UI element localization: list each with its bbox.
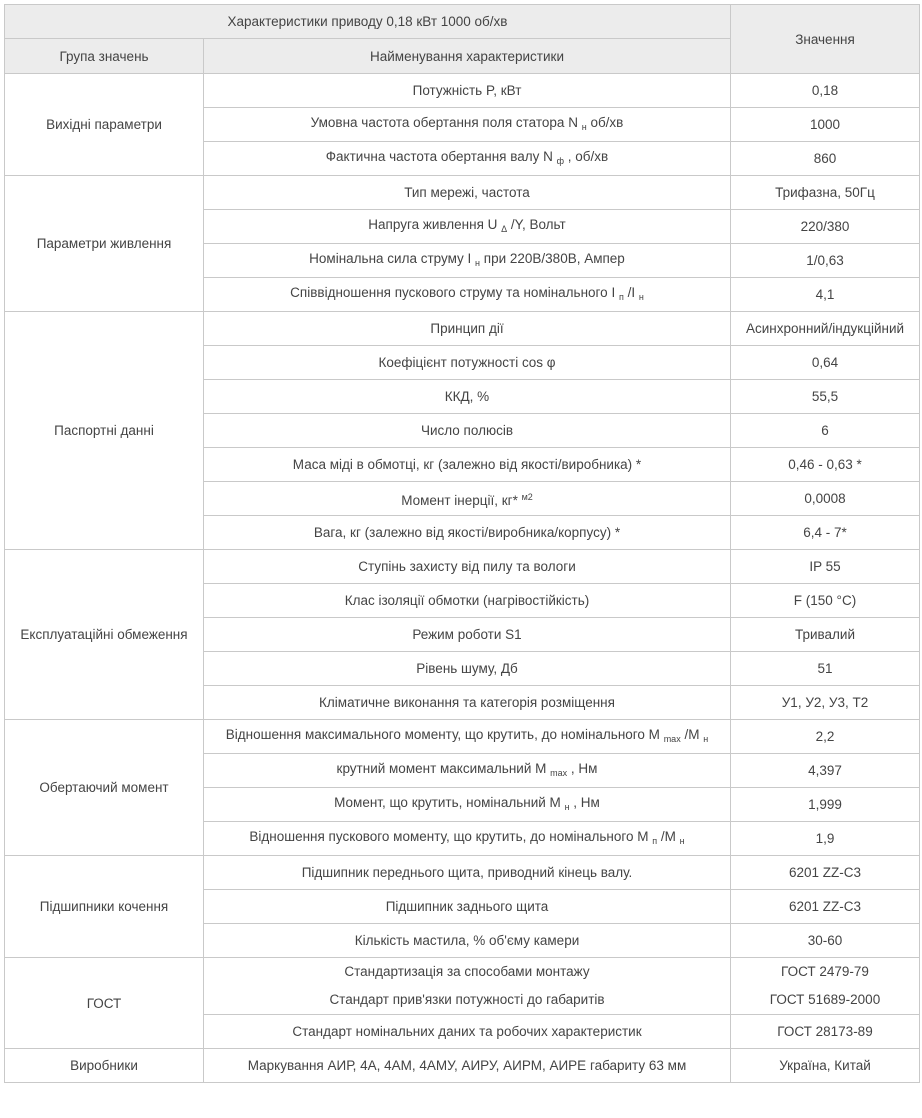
characteristic-value: 30-60 bbox=[731, 924, 920, 958]
characteristic-value: F (150 °C) bbox=[731, 584, 920, 618]
table-row bbox=[5, 550, 920, 584]
characteristic-name bbox=[204, 822, 731, 856]
characteristic-text: Рівень шуму, Дб bbox=[416, 661, 518, 676]
characteristic-name bbox=[204, 550, 731, 584]
characteristic-value: 51 bbox=[731, 652, 920, 686]
superscript: м2 bbox=[521, 491, 533, 502]
characteristic-text-suffix: , об/хв bbox=[564, 148, 609, 164]
table-title: Характеристики приводу 0,18 кВт 1000 об/хв bbox=[5, 5, 731, 39]
characteristic-name bbox=[204, 210, 731, 244]
table-row bbox=[5, 312, 920, 346]
characteristic-value: 860 bbox=[731, 142, 920, 176]
characteristic-value: ГОСТ 28173-89 bbox=[731, 1015, 920, 1049]
characteristic-text: Фактична частота обертання валу N bbox=[325, 148, 557, 164]
characteristic-text: Співвідношення пускового струму та номінального I bbox=[290, 284, 619, 300]
characteristic-name bbox=[204, 720, 731, 754]
table-row bbox=[5, 720, 920, 754]
characteristic-text-suffix: /Y, Вольт bbox=[507, 216, 566, 232]
subscript: ф bbox=[556, 155, 565, 166]
characteristic-text: Момент, що крутить, номінальний M bbox=[334, 794, 565, 810]
characteristic-name bbox=[204, 108, 731, 142]
characteristic-text: Маркування АИР, 4А, 4АМ, 4АМУ, АИРУ, АИРМ, АИРЕ габариту 63 мм bbox=[247, 1058, 687, 1073]
characteristic-line: Стандартизація за способами монтажу bbox=[344, 964, 590, 979]
characteristic-name bbox=[204, 924, 731, 958]
characteristic-name bbox=[204, 380, 731, 414]
characteristic-value: IP 55 bbox=[731, 550, 920, 584]
group-name: Експлуатаційні обмеження bbox=[5, 550, 204, 720]
characteristic-value: 55,5 bbox=[731, 380, 920, 414]
characteristic-name bbox=[204, 1015, 731, 1049]
characteristic-value: Асинхронний/індукційний bbox=[731, 312, 920, 346]
characteristic-name bbox=[204, 482, 731, 516]
characteristic-text: Клас ізоляції обмотки (нагрівостійкість) bbox=[344, 593, 590, 608]
characteristic-name bbox=[204, 142, 731, 176]
characteristic-name bbox=[204, 278, 731, 312]
characteristic-line: Стандарт прив'язки потужності до габаритів bbox=[329, 992, 605, 1007]
characteristic-value: 0,18 bbox=[731, 74, 920, 108]
characteristic-text: Умовна частота обертання поля статора N bbox=[310, 114, 582, 130]
group-name: ГОСТ bbox=[5, 958, 204, 1049]
table-row bbox=[5, 958, 920, 1015]
group-name: Вихідні параметри bbox=[5, 74, 204, 176]
characteristic-value: 1,9 bbox=[731, 822, 920, 856]
table-row bbox=[5, 74, 920, 108]
characteristic-name bbox=[204, 890, 731, 924]
characteristic-value: Тривалий bbox=[731, 618, 920, 652]
characteristic-value bbox=[731, 958, 920, 1015]
characteristic-value: 0,0008 bbox=[731, 482, 920, 516]
characteristic-text: Напруга живлення U bbox=[368, 216, 502, 232]
characteristic-value: Україна, Китай bbox=[731, 1049, 920, 1083]
characteristic-text-suffix: , Нм bbox=[567, 760, 598, 776]
characteristic-name bbox=[204, 176, 731, 210]
subscript: Δ bbox=[501, 223, 508, 234]
subscript: н bbox=[703, 733, 709, 744]
characteristic-text: Коефіцієнт потужності cos φ bbox=[378, 355, 556, 370]
characteristic-text: Відношення пускового моменту, що крутить, до номінального M bbox=[249, 828, 653, 844]
characteristic-name bbox=[204, 618, 731, 652]
characteristic-text: Режим роботи S1 bbox=[412, 627, 522, 642]
subscript: н bbox=[581, 121, 587, 132]
table-body bbox=[5, 74, 920, 1083]
characteristic-text: Момент інерції, кг* bbox=[401, 492, 522, 508]
characteristic-value: 4,1 bbox=[731, 278, 920, 312]
characteristic-value: 1,999 bbox=[731, 788, 920, 822]
characteristic-text: Кількість мастила, % об'єму камери bbox=[354, 933, 580, 948]
characteristic-text: Відношення максимального моменту, що крутить, до номінального M bbox=[225, 726, 664, 742]
subscript: н bbox=[564, 801, 570, 812]
group-name: Обертаючий момент bbox=[5, 720, 204, 856]
subscript: п bbox=[618, 291, 624, 302]
characteristic-text: ККД, % bbox=[444, 389, 490, 404]
characteristic-text: Підшипник переднього щита, приводний кінець валу. bbox=[301, 865, 633, 880]
characteristic-text: Стандарт номінальних даних та робочих характеристик bbox=[292, 1024, 642, 1039]
value-line: ГОСТ 51689-2000 bbox=[769, 992, 881, 1007]
characteristic-name bbox=[204, 652, 731, 686]
characteristic-text: Число полюсів bbox=[420, 423, 514, 438]
subscript: max bbox=[550, 767, 568, 778]
characteristic-text: Тип мережі, частота bbox=[404, 185, 530, 200]
characteristic-name bbox=[204, 244, 731, 278]
characteristic-text: Ступінь захисту від пилу та вологи bbox=[358, 559, 576, 574]
characteristic-value: 0,46 - 0,63 * bbox=[731, 448, 920, 482]
table-row bbox=[5, 1049, 920, 1083]
characteristic-value: 0,64 bbox=[731, 346, 920, 380]
characteristic-name bbox=[204, 1049, 731, 1083]
table-row bbox=[5, 856, 920, 890]
characteristic-value: 6201 ZZ-C3 bbox=[731, 890, 920, 924]
group-name: Паспортні данні bbox=[5, 312, 204, 550]
characteristic-value: 1/0,63 bbox=[731, 244, 920, 278]
spec-table bbox=[4, 4, 920, 1083]
characteristic-value: 1000 bbox=[731, 108, 920, 142]
characteristic-name bbox=[204, 414, 731, 448]
characteristic-value: 4,397 bbox=[731, 754, 920, 788]
characteristic-text: Кліматичне виконання та категорія розміщення bbox=[319, 695, 615, 710]
characteristic-text-suffix: при 220В/380В, Ампер bbox=[480, 250, 625, 266]
characteristic-text-suffix: /M bbox=[657, 828, 680, 844]
characteristic-name bbox=[204, 448, 731, 482]
column-header-value: Значення bbox=[731, 5, 920, 74]
characteristic-text: Принцип дії bbox=[430, 321, 504, 336]
subscript: н bbox=[475, 257, 481, 268]
table-row bbox=[5, 176, 920, 210]
characteristic-name bbox=[204, 958, 731, 1015]
characteristic-value: У1, У2, У3, Т2 bbox=[731, 686, 920, 720]
characteristic-value: 2,2 bbox=[731, 720, 920, 754]
characteristic-name bbox=[204, 856, 731, 890]
characteristic-name bbox=[204, 584, 731, 618]
characteristic-value: 6 bbox=[731, 414, 920, 448]
group-name: Виробники bbox=[5, 1049, 204, 1083]
column-header-group: Група значень bbox=[5, 39, 204, 74]
characteristic-text: Номінальна сила струму I bbox=[309, 250, 476, 266]
characteristic-name bbox=[204, 516, 731, 550]
characteristic-text: Маса міді в обмотці, кг (залежно від якості/виробника) * bbox=[292, 457, 642, 472]
subscript: п bbox=[652, 835, 658, 846]
group-name: Параметри живлення bbox=[5, 176, 204, 312]
subscript: max bbox=[663, 733, 681, 744]
value-line: ГОСТ 2479-79 bbox=[781, 964, 869, 979]
characteristic-name bbox=[204, 686, 731, 720]
characteristic-name bbox=[204, 788, 731, 822]
characteristic-name bbox=[204, 312, 731, 346]
characteristic-text: Підшипник заднього щита bbox=[385, 899, 549, 914]
characteristic-value: Трифазна, 50Гц bbox=[731, 176, 920, 210]
characteristic-text-suffix: /I bbox=[623, 284, 639, 300]
characteristic-value: 6,4 - 7* bbox=[731, 516, 920, 550]
characteristic-text-suffix: /M bbox=[680, 726, 704, 742]
characteristic-text: Вага, кг (залежно від якості/виробника/корпусу) * bbox=[313, 525, 621, 540]
subscript: н bbox=[679, 835, 685, 846]
group-name: Підшипники кочення bbox=[5, 856, 204, 958]
column-header-name: Найменування характеристики bbox=[204, 39, 731, 74]
characteristic-name bbox=[204, 346, 731, 380]
characteristic-text: Потужність P, кВт bbox=[412, 83, 522, 98]
characteristic-text-suffix: , Нм bbox=[569, 794, 600, 810]
characteristic-text-suffix: об/хв bbox=[586, 114, 624, 130]
characteristic-value: 6201 ZZ-C3 bbox=[731, 856, 920, 890]
characteristic-name bbox=[204, 754, 731, 788]
characteristic-text: крутний момент максимальний M bbox=[336, 760, 551, 776]
characteristic-value: 220/380 bbox=[731, 210, 920, 244]
characteristic-name bbox=[204, 74, 731, 108]
subscript: н bbox=[638, 291, 644, 302]
